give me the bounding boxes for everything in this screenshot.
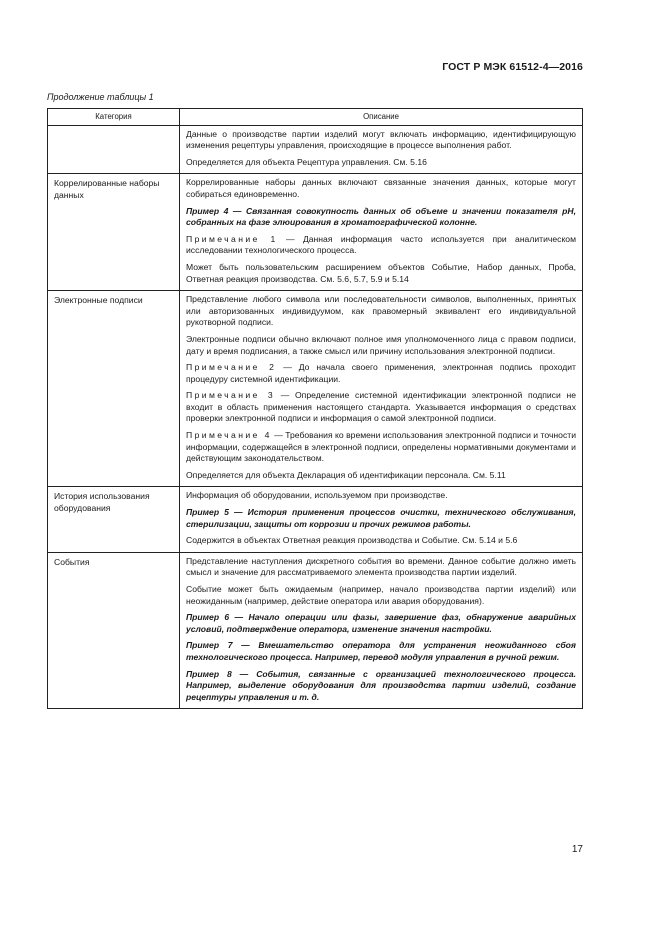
note-text: — До начала своего применения, электронная подпись проходит процедуру системной идентификации. (186, 362, 576, 384)
note-label: Примечание 3 (186, 390, 276, 401)
document-header: ГОСТ Р МЭК 61512-4—2016 (442, 61, 583, 73)
description-cell (180, 125, 583, 174)
category-cell (48, 125, 180, 174)
description-cell (180, 174, 583, 291)
description-paragraph: Электронные подписи обычно включают полное имя уполномоченного лица с правом подписи, дату и время подписания, а также смысл или причину использования электронной подписи. (186, 333, 576, 356)
column-header-description: Описание (180, 109, 583, 126)
description-cell (180, 552, 583, 709)
note-text: — Определение системной идентификации электронной подписи не входит в область применения настоящего стандарта. Указывается информация о средствах проверки электронной подписи и информация о самой электронной подписи. (186, 390, 576, 424)
category-cell: История использования оборудования (48, 487, 180, 552)
example-paragraph: Пример 4 — Связанная совокупность данных об объеме и значении показателя pH, собранных на фазе элюирования в хроматографической колонне. (186, 205, 576, 228)
table-caption: Продолжение таблицы 1 (47, 92, 154, 102)
note-paragraph (186, 430, 576, 465)
table-row (48, 487, 583, 552)
description-cell (180, 487, 583, 552)
example-paragraph: Пример 8 — События, связанные с организацией технологического процесса. Например, выделение оборудования для производства партии изделий, создание рецептуры управления и т. д. (186, 668, 576, 702)
note-text: — Требования ко времени использования электронной подписи и точности информации, содержащейся в электронной подписи, определены нормативными документами и действующим законодательством. (186, 430, 576, 464)
category-cell: События (48, 552, 180, 709)
description-paragraph: Представление наступления дискретного события во времени. Данное событие должно иметь смысл и значение для рассматриваемого элемента производства партии изделий. (186, 555, 576, 578)
note-paragraph (186, 362, 576, 385)
example-paragraph: Пример 6 — Начало операции или фазы, завершение фаз, обнаружение аварийных условий, подтверждение оператора, изменение значения настройки. (186, 612, 576, 634)
note-paragraph (186, 234, 576, 257)
column-header-category: Категория (48, 109, 180, 126)
description-paragraph: Информация об оборудовании, используемом при производстве. (186, 490, 448, 501)
description-paragraph: Содержится в объектах Ответная реакция производства и Событие. См. 5.14 и 5.6 (186, 535, 518, 546)
table-header-row (48, 109, 583, 126)
description-paragraph: Событие может быть ожидаемым (например, начало производства партии изделий) или неожиданным (например, действие оператора или авария оборудования). (186, 584, 576, 606)
note-label: Примечание 2 (186, 362, 277, 373)
table-row (48, 291, 583, 487)
note-label: Примечание 1 (186, 233, 278, 244)
description-paragraph: Может быть пользовательским расширением объектов Событие, Набор данных, Проба, Ответная реакция производства. См. 5.6, 5.7, 5.9 и 5.14 (186, 261, 576, 284)
description-paragraph: Определяется для объекта Рецептура управления. См. 5.16 (186, 156, 427, 167)
table-row (48, 174, 583, 291)
description-cell (180, 291, 583, 487)
definitions-table (47, 108, 583, 709)
note-paragraph (186, 390, 576, 425)
table-row (48, 552, 583, 709)
example-paragraph: Пример 5 — История применения процессов очистки, технического обслуживания, стерилизации, защиты от коррозии и прочих режимов работы. (186, 507, 576, 529)
note-label: Примечание 4 (186, 430, 272, 441)
description-paragraph: Данные о производстве партии изделий могут включать информацию, идентифицирующую изменения рецептуры управления, происходящие в процессе выполнения работ. (186, 128, 576, 151)
note-text: — Данная информация часто используется при аналитическом исследовании технологического процесса. (186, 233, 576, 256)
page-number: 17 (571, 844, 583, 855)
description-paragraph: Коррелированные наборы данных включают связанные значения данных, которые могут собираться единовременно. (186, 177, 576, 199)
description-paragraph: Представление любого символа или последовательности символов, выполненных, принятых или авторизованных индивидуумом, как правомерный эквивалент его индивидуальной рукотворной подписи. (186, 294, 576, 328)
description-paragraph: Определяется для объекта Декларация об идентификации персонала. См. 5.11 (186, 469, 506, 480)
category-cell: Коррелированные наборы данных (48, 174, 180, 291)
table-row (48, 125, 583, 174)
category-cell: Электронные подписи (48, 291, 180, 487)
example-paragraph: Пример 7 — Вмешательство оператора для устранения неожиданного сбоя технологического процесса. Например, перевод модуля управления в ручной режим. (186, 640, 576, 662)
